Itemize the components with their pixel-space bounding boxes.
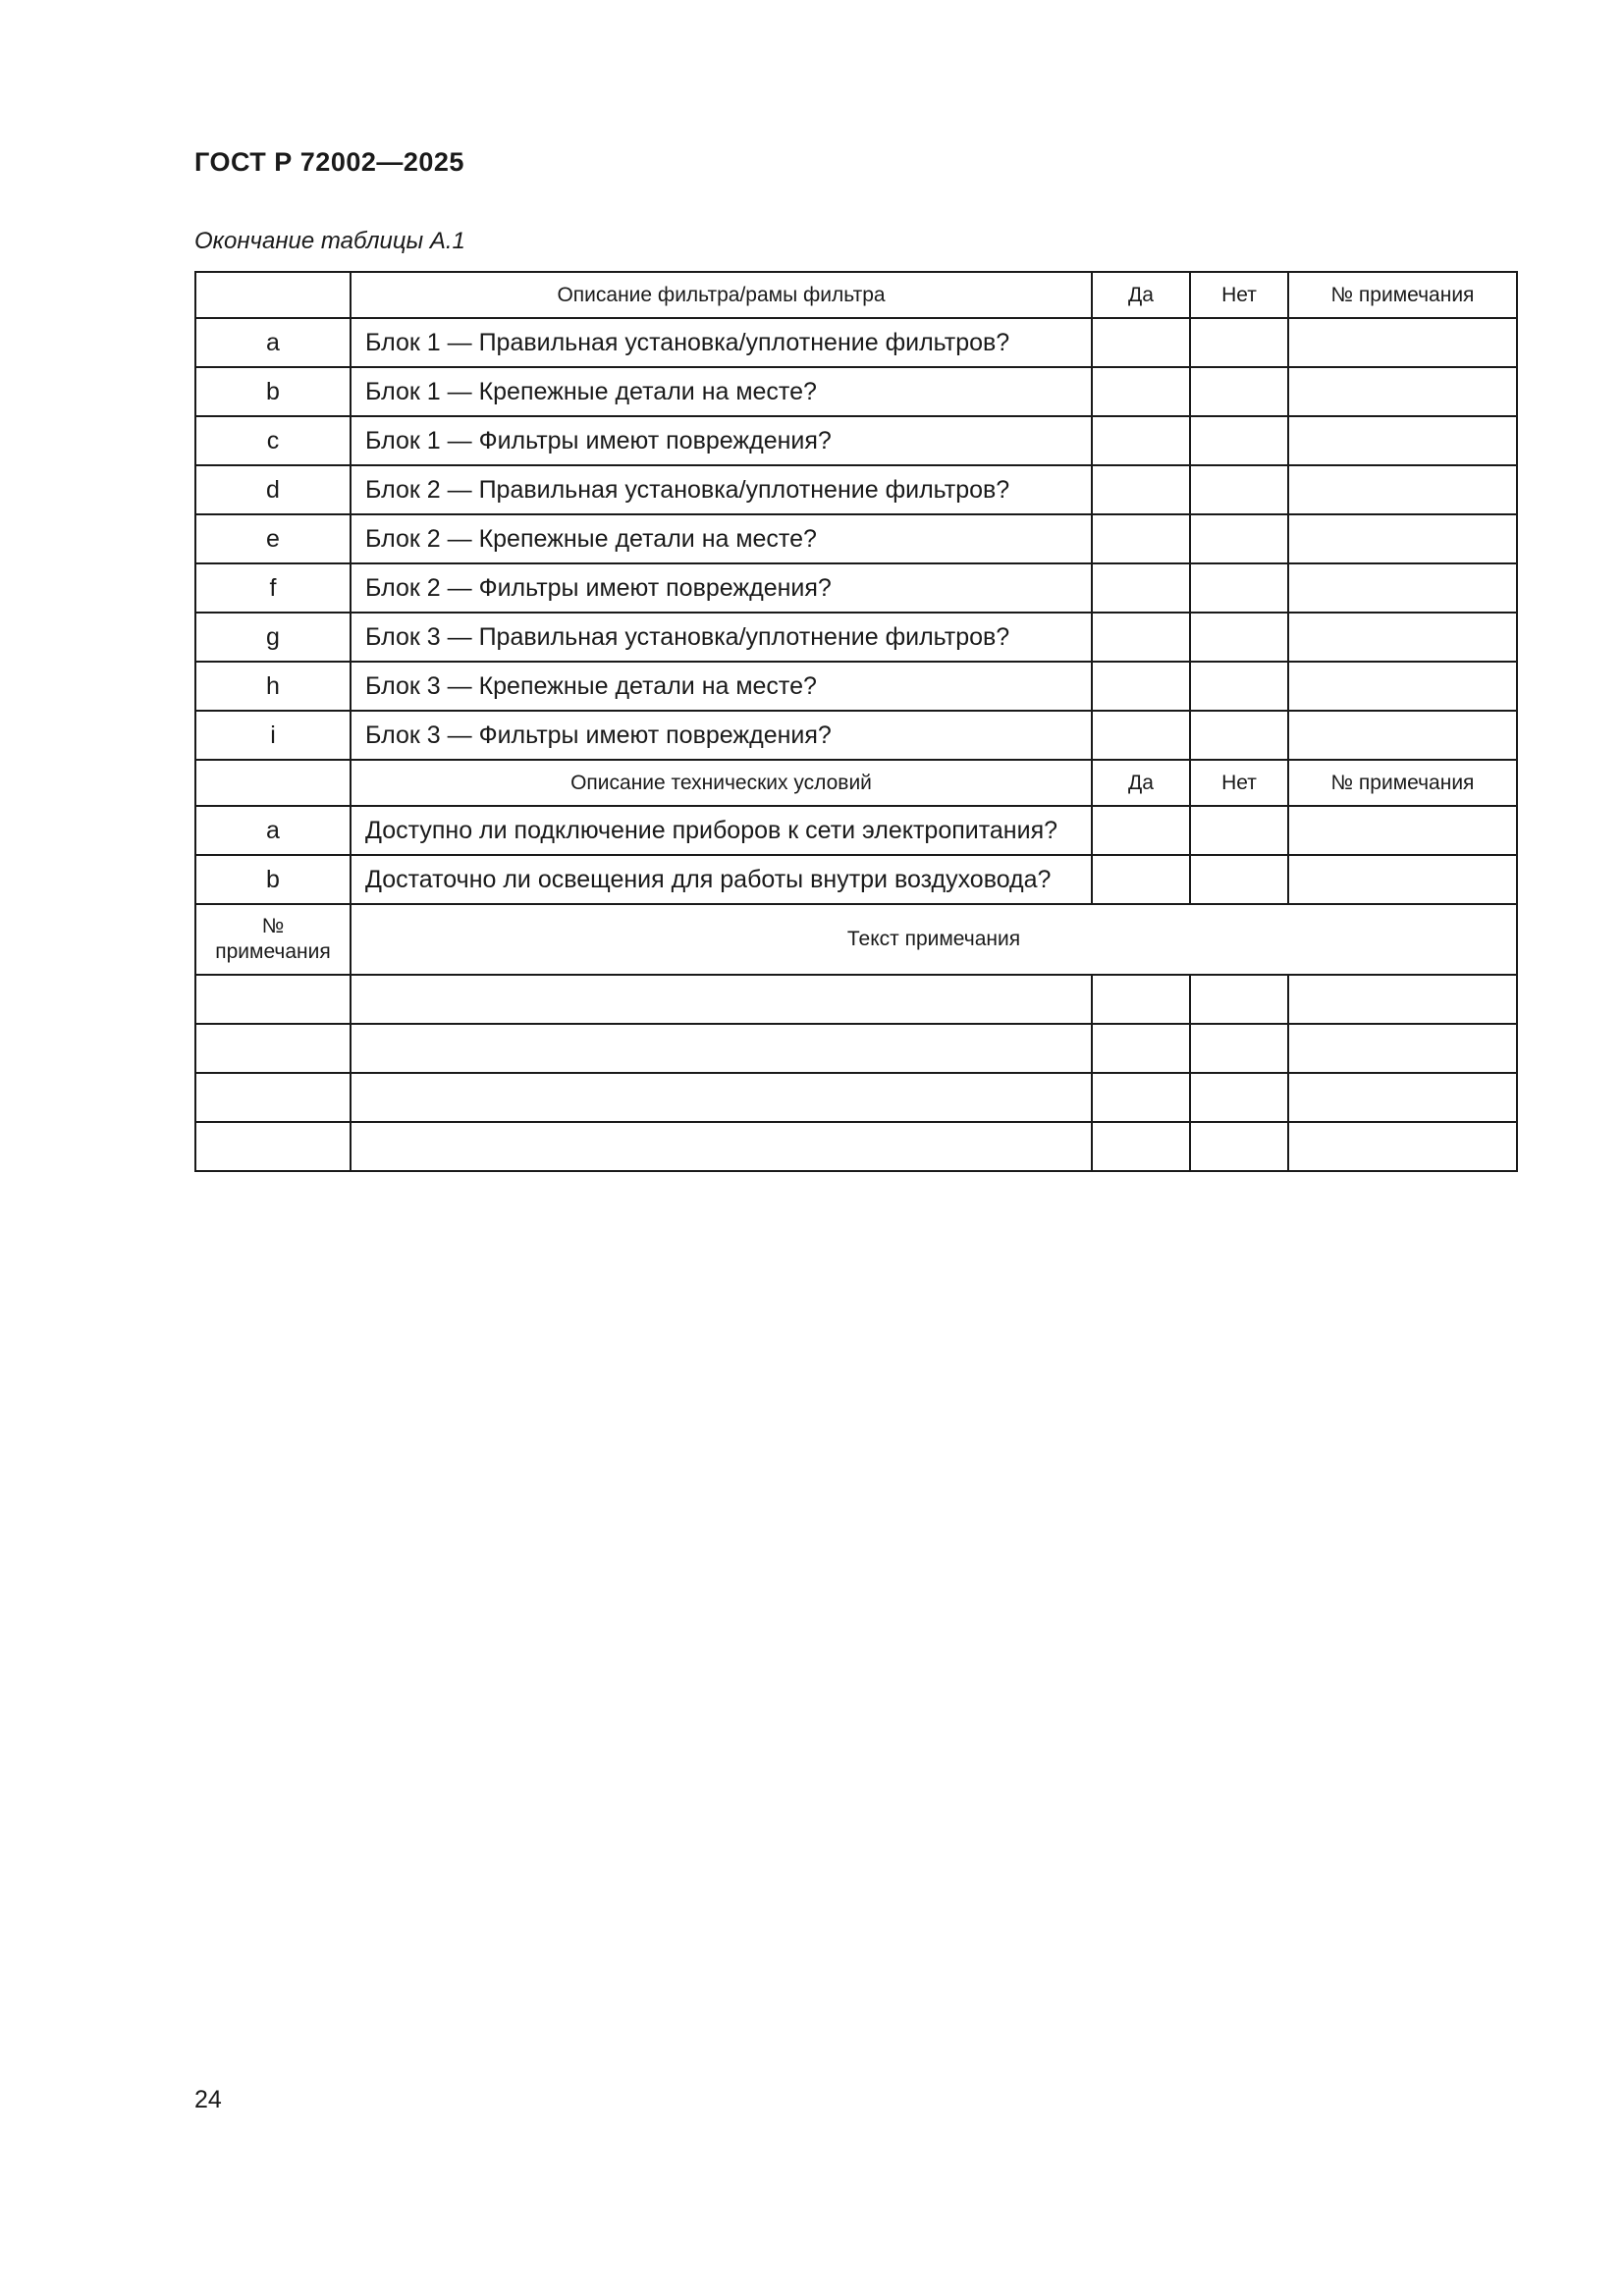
note-number-cell[interactable]	[1288, 711, 1517, 760]
note-blank-cell[interactable]	[1288, 975, 1517, 1024]
note-number-cell[interactable]	[1288, 514, 1517, 563]
note-number-cell[interactable]	[1288, 563, 1517, 613]
note-row	[195, 1122, 1517, 1171]
note-number-input-cell[interactable]	[195, 975, 351, 1024]
note-blank-cell[interactable]	[1092, 975, 1190, 1024]
note-blank-cell[interactable]	[1190, 1073, 1288, 1122]
no-cell[interactable]	[1190, 806, 1288, 855]
yes-cell[interactable]	[1092, 613, 1190, 662]
yes-cell[interactable]	[1092, 318, 1190, 367]
filter-row	[195, 465, 1517, 514]
row-letter: c	[195, 416, 351, 465]
row-question: Блок 2 — Правильная установка/уплотнение фильтров?	[351, 465, 1092, 514]
yes-cell[interactable]	[1092, 416, 1190, 465]
table-caption: Окончание таблицы А.1	[194, 228, 465, 254]
no-header: Нет	[1190, 272, 1288, 318]
filter-row	[195, 711, 1517, 760]
no-cell[interactable]	[1190, 367, 1288, 416]
note-blank-cell[interactable]	[1288, 1122, 1517, 1171]
header-blank-cell	[195, 760, 351, 806]
no-header: Нет	[1190, 760, 1288, 806]
note-number-input-cell[interactable]	[195, 1024, 351, 1073]
yes-cell[interactable]	[1092, 367, 1190, 416]
yes-cell[interactable]	[1092, 514, 1190, 563]
note-number-cell[interactable]	[1288, 613, 1517, 662]
filter-header-row	[195, 272, 1517, 318]
filter-row	[195, 416, 1517, 465]
no-cell[interactable]	[1190, 855, 1288, 904]
note-number-cell[interactable]	[1288, 367, 1517, 416]
yes-header: Да	[1092, 760, 1190, 806]
yes-cell[interactable]	[1092, 465, 1190, 514]
row-letter: b	[195, 855, 351, 904]
row-question: Доступно ли подключение приборов к сети электропитания?	[351, 806, 1092, 855]
yes-cell[interactable]	[1092, 806, 1190, 855]
notes-header-row	[195, 904, 1517, 975]
tech-description-header: Описание технических условий	[351, 760, 1092, 806]
note-blank-cell[interactable]	[1288, 1073, 1517, 1122]
header-blank-cell	[195, 272, 351, 318]
note-number-cell[interactable]	[1288, 465, 1517, 514]
no-cell[interactable]	[1190, 416, 1288, 465]
note-blank-cell[interactable]	[1190, 1024, 1288, 1073]
row-letter: h	[195, 662, 351, 711]
no-cell[interactable]	[1190, 514, 1288, 563]
filter-row	[195, 563, 1517, 613]
note-number-cell[interactable]	[1288, 855, 1517, 904]
note-row	[195, 1024, 1517, 1073]
filter-row	[195, 613, 1517, 662]
note-text-input-cell[interactable]	[351, 975, 1092, 1024]
row-question: Блок 3 — Правильная установка/уплотнение фильтров?	[351, 613, 1092, 662]
note-row	[195, 1073, 1517, 1122]
yes-cell[interactable]	[1092, 662, 1190, 711]
note-number-cell[interactable]	[1288, 662, 1517, 711]
note-blank-cell[interactable]	[1190, 975, 1288, 1024]
row-letter: d	[195, 465, 351, 514]
no-cell[interactable]	[1190, 662, 1288, 711]
row-letter: f	[195, 563, 351, 613]
row-letter: a	[195, 806, 351, 855]
no-cell[interactable]	[1190, 563, 1288, 613]
note-text-input-cell[interactable]	[351, 1024, 1092, 1073]
row-question: Блок 1 — Крепежные детали на месте?	[351, 367, 1092, 416]
note-blank-cell[interactable]	[1190, 1122, 1288, 1171]
filter-row	[195, 662, 1517, 711]
tech-header-row	[195, 760, 1517, 806]
row-letter: g	[195, 613, 351, 662]
tech-row	[195, 806, 1517, 855]
row-question: Блок 3 — Фильтры имеют повреждения?	[351, 711, 1092, 760]
no-cell[interactable]	[1190, 613, 1288, 662]
row-question: Блок 2 — Крепежные детали на месте?	[351, 514, 1092, 563]
note-number-cell[interactable]	[1288, 318, 1517, 367]
yes-cell[interactable]	[1092, 711, 1190, 760]
tech-row	[195, 855, 1517, 904]
note-blank-cell[interactable]	[1092, 1073, 1190, 1122]
document-header: ГОСТ Р 72002—2025	[194, 147, 464, 177]
filter-row	[195, 514, 1517, 563]
no-cell[interactable]	[1190, 318, 1288, 367]
row-letter: a	[195, 318, 351, 367]
note-number-word: примечания	[215, 940, 331, 963]
no-cell[interactable]	[1190, 711, 1288, 760]
note-number-cell[interactable]	[1288, 416, 1517, 465]
no-cell[interactable]	[1190, 465, 1288, 514]
row-letter: b	[195, 367, 351, 416]
filter-row	[195, 367, 1517, 416]
note-blank-cell[interactable]	[1092, 1024, 1190, 1073]
note-blank-cell[interactable]	[1092, 1122, 1190, 1171]
filter-description-header: Описание фильтра/рамы фильтра	[351, 272, 1092, 318]
inspection-table	[194, 271, 1518, 1172]
row-question: Блок 2 — Фильтры имеют повреждения?	[351, 563, 1092, 613]
note-text-column-header: Текст примечания	[351, 904, 1517, 975]
note-number-header: № примечания	[1288, 272, 1517, 318]
yes-header: Да	[1092, 272, 1190, 318]
note-number-header: № примечания	[1288, 760, 1517, 806]
note-number-input-cell[interactable]	[195, 1073, 351, 1122]
row-question: Достаточно ли освещения для работы внутри воздуховода?	[351, 855, 1092, 904]
yes-cell[interactable]	[1092, 855, 1190, 904]
note-text-input-cell[interactable]	[351, 1122, 1092, 1171]
row-letter: i	[195, 711, 351, 760]
yes-cell[interactable]	[1092, 563, 1190, 613]
note-number-column-header	[195, 904, 351, 975]
row-letter: e	[195, 514, 351, 563]
note-text-input-cell[interactable]	[351, 1073, 1092, 1122]
note-number-cell[interactable]	[1288, 806, 1517, 855]
note-row	[195, 975, 1517, 1024]
row-question: Блок 3 — Крепежные детали на месте?	[351, 662, 1092, 711]
row-question: Блок 1 — Правильная установка/уплотнение фильтров?	[351, 318, 1092, 367]
note-number-input-cell[interactable]	[195, 1122, 351, 1171]
note-number-symbol: №	[261, 915, 285, 937]
row-question: Блок 1 — Фильтры имеют повреждения?	[351, 416, 1092, 465]
note-blank-cell[interactable]	[1288, 1024, 1517, 1073]
page-number: 24	[194, 2086, 222, 2113]
filter-row	[195, 318, 1517, 367]
